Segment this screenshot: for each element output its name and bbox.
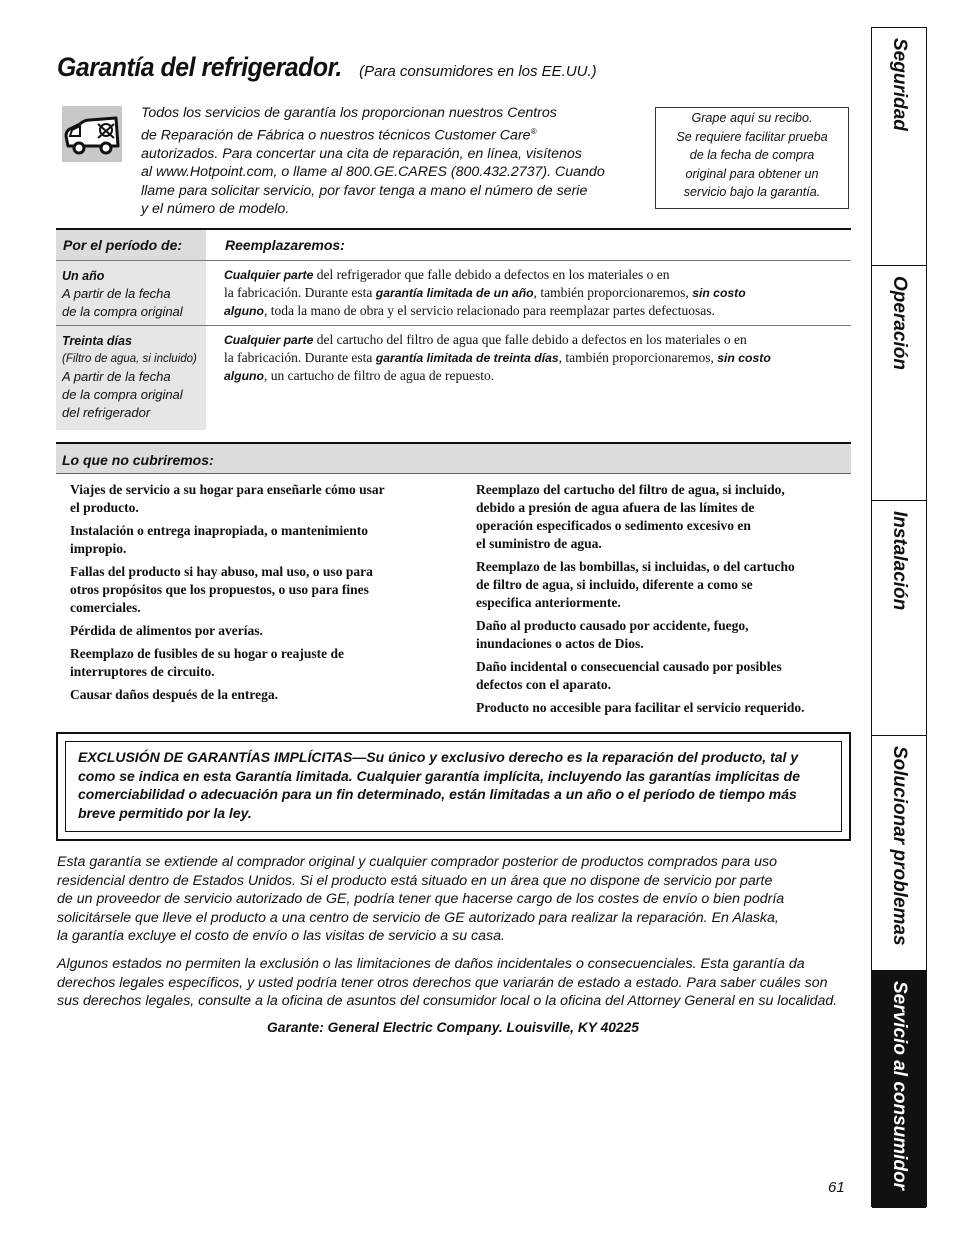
coverage-row	[56, 326, 851, 430]
section-tabs	[871, 27, 927, 1207]
receipt-box: Grape aquí su recibo. Se requiere facilitar prueba de la fecha de compra original para obtener un servicio bajo la garantía.	[655, 107, 849, 209]
service-van-icon	[62, 106, 122, 162]
coverage-header	[56, 230, 851, 261]
page-number: 61	[828, 1179, 845, 1196]
not-covered-item: Reemplazo de las bombillas, si incluidas, o del cartucho de filtro de agua, si incluido, diferente a como se especifica anteriormente.	[476, 559, 795, 610]
not-covered-header: Lo que no cubriremos:	[56, 444, 851, 474]
not-covered-item: Daño al producto causado por accidente, fuego, inundaciones o actos de Dios.	[476, 618, 749, 651]
replace-cell: Cualquier parte del refrigerador que falle debido a defectos en los materiales o en la fabricación. Durante esta garantía limitada de un año, también proporcionaremos, sin costo alguno, toda la mano de obra y el servicio relacionado para reemplazar partes defectuosas.	[224, 267, 746, 318]
intro-text: Todos los servicios de garantía los proporcionan nuestros Centros de Reparación de Fábrica o nuestros técnicos Customer Care® autorizados. Para concertar una cita de reparación, en línea, visítenos al www.Hotpoint.com, o llame al 800.GE.CARES (800.432.2737). Cuando llame para solicitar servicio, por favor tenga a mano el número de serie y el número de modelo.	[141, 105, 605, 218]
not-covered-item: Causar daños después de la entrega.	[70, 687, 279, 702]
title-sub: (Para consumidores en los EE.UU.)	[359, 63, 597, 80]
tab-solucionar-problemas[interactable]: Solucionar problemas	[872, 736, 926, 971]
page-title	[57, 52, 597, 83]
not-covered-item: Fallas del producto si hay abuso, mal uso, o uso para otros propósitos que los propuestos, o uso para fines comerciales.	[70, 564, 373, 615]
not-covered-right-column	[476, 481, 851, 722]
not-covered-item: Reemplazo de fusibles de su hogar o reajuste de interruptores de circuito.	[70, 646, 344, 679]
tab-servicio-al-consumidor[interactable]: Servicio al consumidor	[872, 971, 926, 1208]
not-covered-item: Pérdida de alimentos por averías.	[70, 623, 263, 638]
exclusion-box	[56, 732, 851, 841]
state-rights-paragraph: Algunos estados no permiten la exclusión o las limitaciones de daños incidentales o consecuenciales. Esta garantía da derechos legales específicos, y usted podría tener otros derechos que variarán de estado a estado. Para saber cuáles son sus derechos legales, consulte a la oficina de asuntos del consumidor local o la oficina del Attorney General en su localidad.	[57, 956, 838, 1009]
extension-paragraph: Esta garantía se extiende al comprador original y cualquier comprador posterior de productos comprados para uso residencial dentro de Estados Unidos. Si el producto está situado en un área que no dispone de servicio por parte de un proveedor de servicio autorizado de GE, podría tener que hacerse cargo de los costes de envío o bien podría solicitársele que lleve el producto a una centro de servicio de GE autorizado para realizar la reparación. En Alaska, la garantía excluye el costo de envío o las visitas de servicio a su casa.	[57, 854, 785, 944]
not-covered-item: Daño incidental o consecuencial causado por posibles defectos con el aparato.	[476, 659, 782, 692]
period-cell: Treinta días (Filtro de agua, si incluido) A partir de la fecha de la compra original del refrigerador	[56, 326, 206, 430]
coverage-table	[56, 228, 851, 430]
not-covered-item: Instalación o entrega inapropiada, o mantenimiento impropio.	[70, 523, 369, 556]
not-covered-item: Viajes de servicio a su hogar para enseñarle cómo usar el producto.	[70, 482, 385, 515]
guarantor-line: Garante: General Electric Company. Louisville, KY 40225	[267, 1020, 639, 1035]
exclusion-text: EXCLUSIÓN DE GARANTÍAS IMPLÍCITAS—Su único y exclusivo derecho es la reparación del producto, tal y como se indica en esta Garantía limitada. Cualquier garantía implícita, incluyendo las garantías implícitas de comerciabilidad o adecuación para un fin determinado, están limitadas a un año o el período de tiempo más breve permitido por la ley.	[65, 741, 842, 832]
not-covered-left-column	[70, 481, 439, 722]
period-cell: Un año A partir de la fecha de la compra original	[56, 261, 206, 325]
replace-header: Reemplazaremos:	[225, 237, 345, 253]
not-covered-item: Producto no accesible para facilitar el servicio requerido.	[476, 700, 805, 715]
not-covered-item: Reemplazo del cartucho del filtro de agua, si incluido, debido a presión de agua afuera de las límites de operación especificados o sedimento excesivo en el suministro de agua.	[476, 482, 785, 551]
coverage-row	[56, 261, 851, 326]
period-header: Por el período de:	[56, 230, 206, 260]
tab-operacion[interactable]: Operación	[872, 266, 926, 501]
tab-seguridad[interactable]: Seguridad	[872, 28, 926, 266]
title-main: Garantía del refrigerador.	[57, 52, 342, 82]
replace-cell: Cualquier parte del cartucho del filtro de agua que falle debido a defectos en los materiales o en la fabricación. Durante esta garantía limitada de treinta días, también proporcionaremos, sin costo alguno, un cartucho de filtro de agua de repuesto.	[224, 332, 771, 383]
tab-instalacion[interactable]: Instalación	[872, 501, 926, 736]
not-covered-section	[56, 442, 851, 722]
